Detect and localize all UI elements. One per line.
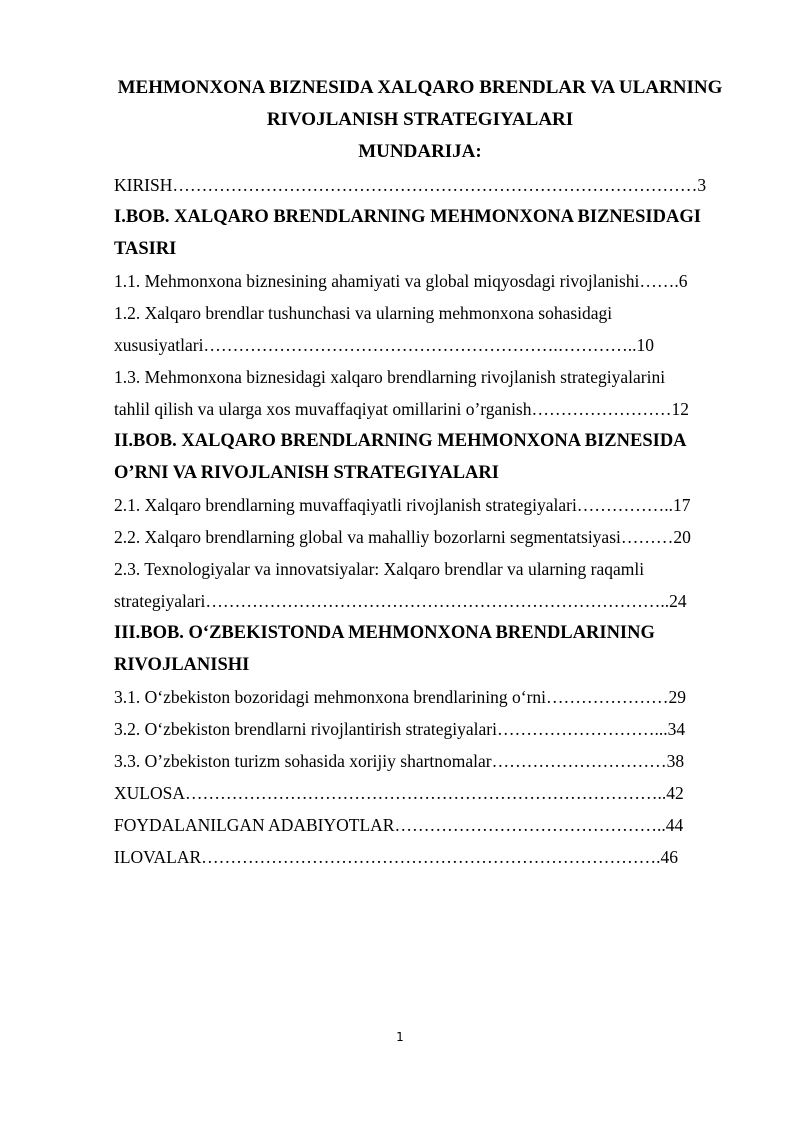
toc-entry-3-3: 3.3. O’zbekiston turizm sohasida xorijiy shartnomalar…………………………38 bbox=[114, 751, 685, 771]
toc-entry-1-3: 1.3. Mehmonxona biznesidagi xalqaro brendlarning rivojlanish strategiyalarini bbox=[114, 367, 666, 387]
toc-entry-1-1: 1.1. Mehmonxona biznesining ahamiyati va global miqyosdagi rivojlanishi…….6 bbox=[114, 271, 688, 291]
toc-chapter-1-heading-cont: TASIRI bbox=[114, 239, 177, 259]
toc-heading: MUNDARIJA: bbox=[358, 141, 482, 162]
toc-entry-1-2-cont: xususiyatlari…………………………………………………….…………..10 bbox=[114, 335, 655, 355]
toc-chapter-3-heading: III.BOB. O‘ZBEKISTONDA MEHMONXONA BRENDLARINING bbox=[114, 623, 655, 643]
toc-chapter-2-heading: II.BOB. XALQARO BRENDLARNING MEHMONXONA BIZNESIDA bbox=[114, 431, 687, 451]
toc-entry-ilovalar: ILOVALAR…………………………………………………………………….46 bbox=[114, 847, 679, 867]
toc-chapter-2-heading-cont: O’RNI VA RIVOJLANISH STRATEGIYALARI bbox=[114, 463, 499, 483]
toc-entry-3-1: 3.1. O‘zbekiston bozoridagi mehmonxona brendlarining o‘rni…………………29 bbox=[114, 687, 687, 707]
toc-entry-xulosa: XULOSA………………………………………………………………………..42 bbox=[114, 783, 684, 803]
document-title-line-2: RIVOJLANISH STRATEGIYALARI bbox=[266, 109, 574, 130]
toc-entry-2-2: 2.2. Xalqaro brendlarning global va mahalliy bozorlarni segmentatsiyasi………20 bbox=[114, 527, 691, 547]
toc-entry-3-2: 3.2. O‘zbekiston brendlarni rivojlantirish strategiyalari………………………...34 bbox=[114, 719, 686, 739]
toc-entry-2-3-cont: strategiyalari……………………………………………………………………..24 bbox=[114, 591, 687, 611]
toc-entry-adabiyotlar: FOYDALANILGAN ADABIYOTLAR………………………………………..44 bbox=[114, 815, 684, 835]
toc-chapter-1-heading: I.BOB. XALQARO BRENDLARNING MEHMONXONA BIZNESIDAGI bbox=[114, 207, 701, 227]
page-number: 1 bbox=[396, 1030, 404, 1044]
toc-entry-1-3-cont: tahlil qilish va ularga xos muvaffaqiyat omillarini o’rganish……………………12 bbox=[114, 399, 689, 419]
toc-entry-2-3: 2.3. Texnologiyalar va innovatsiyalar: Xalqaro brendlar va ularning raqamli bbox=[114, 559, 645, 579]
toc-chapter-3-heading-cont: RIVOJLANISHI bbox=[114, 655, 250, 675]
toc-entry-2-1: 2.1. Xalqaro brendlarning muvaffaqiyatli rivojlanish strategiyalari……………..17 bbox=[114, 495, 691, 515]
document-title-line-1: MEHMONXONA BIZNESIDA XALQARO BRENDLAR VA ULARNING bbox=[117, 77, 723, 98]
toc-entry-1-2: 1.2. Xalqaro brendlar tushunchasi va ularning mehmonxona sohasidagi bbox=[114, 303, 613, 323]
toc-entry-kirish: KIRISH………………………………………………………………………………3 bbox=[114, 175, 707, 195]
